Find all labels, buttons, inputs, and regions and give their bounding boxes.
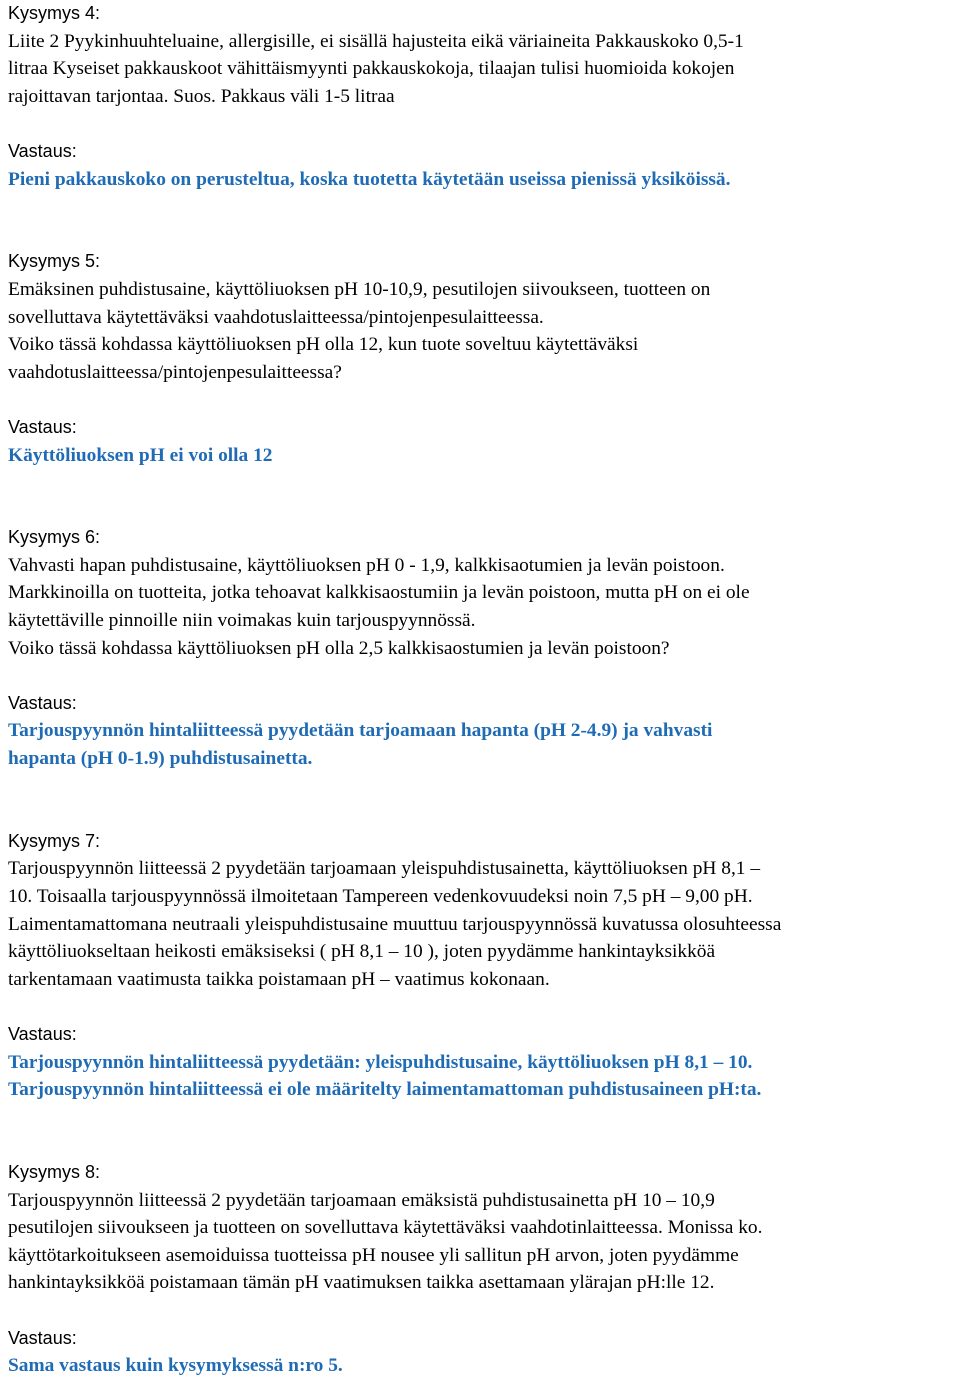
question-text-line: Voiko tässä kohdassa käyttöliuoksen pH olla 12, kun tuote soveltuu käytettäväksi [8,334,639,356]
question-title: Kysymys 6: [8,527,101,548]
document-page [8,0,960,1380]
question-text-line: litraa Kyseiset pakkauskoot vähittäismyynti pakkauskokoja, tilaajan tulisi huomioida kokojen [8,58,735,80]
question-text-line: Vahvasti hapan puhdistusaine, käyttöliuoksen pH 0 - 1,9, kalkkisaotumien ja levän poistoon. [8,554,725,576]
answer-label: Vastaus: [8,140,77,161]
answer-text-line: Pieni pakkauskoko on perusteltua, koska tuotetta käytetään useissa pienissä yksiköissä. [8,168,731,190]
question-title: Kysymys 5: [8,251,101,272]
answer-text-line: Käyttöliuoksen pH ei voi olla 12 [8,444,273,466]
answer-text-line: Tarjouspyynnön hintaliitteessä ei ole määritelty laimentamattoman puhdistusaineen pH:ta. [8,1079,762,1101]
question-text-line: tarkentamaan vaatimusta taikka poistamaan pH – vaatimus kokonaan. [8,968,550,990]
question-text-line: Voiko tässä kohdassa käyttöliuoksen pH olla 2,5 kalkkisaostumien ja levän poistoon? [8,637,670,659]
question-block-6 [8,524,960,772]
question-title: Kysymys 7: [8,830,101,851]
answer-label: Vastaus: [8,692,77,713]
question-text-line: pesutilojen siivoukseen ja tuotteen on sovelluttava käytettäväksi vaahdotinlaitteessa. Monissa ko. [8,1217,763,1239]
question-text-line: Markkinoilla on tuotteita, jotka tehoavat kalkkisaostumiin ja levän poistoon, mutta pH on ei ole [8,582,750,604]
question-title: Kysymys 4: [8,3,101,23]
answer-text-line: Tarjouspyynnön hintaliitteessä pyydetään tarjoamaan hapanta (pH 2-4.9) ja vahvasti [8,720,713,742]
question-text-line: Tarjouspyynnön liitteessä 2 pyydetään tarjoamaan yleispuhdistusainetta, käyttöliuoksen pH 8,1 – [8,858,761,880]
question-text-line: Laimentamattomana neutraali yleispuhdistusaine muuttuu tarjouspyynnössä kuvatussa olosuhteessa [8,913,782,935]
answer-text-line: Sama vastaus kuin kysymyksessä n:ro 5. [8,1355,343,1377]
question-block-7 [8,828,960,1104]
question-text-line: Emäksinen puhdistusaine, käyttöliuoksen pH 10-10,9, pesutilojen siivoukseen, tuotteen on [8,278,711,300]
answer-label: Vastaus: [8,416,77,437]
answer-text-line: Tarjouspyynnön hintaliitteessä pyydetään: yleispuhdistusaine, käyttöliuoksen pH 8,1 – 10. [8,1051,753,1073]
question-text-line: sovelluttava käytettäväksi vaahdotuslaitteessa/pintojenpesulaitteessa. [8,306,544,328]
answer-label: Vastaus: [8,1023,77,1044]
question-block-4 [8,0,960,193]
question-title: Kysymys 8: [8,1161,101,1182]
answer-text-line: hapanta (pH 0-1.9) puhdistusainetta. [8,748,313,770]
question-text-line: 10. Toisaalla tarjouspyynnössä ilmoitetaan Tampereen vedenkovuudeksi noin 7,5 pH – 9,00 pH. [8,886,753,907]
question-text-line: käyttöliuokseltaan heikosti emäksiseksi ( pH 8,1 – 10 ), joten pyydämme hankintayksikköä [8,941,716,963]
question-text-line: Liite 2 Pyykinhuuhteluaine, allergisille, ei sisällä hajusteita eikä väriaineita Pakkauskoko 0,5-1 [8,30,744,52]
question-text-line: Tarjouspyynnön liitteessä 2 pyydetään tarjoamaan emäksistä puhdistusainetta pH 10 – 10,9 [8,1189,715,1211]
question-text-line: rajoittavan tarjontaa. Suos. Pakkaus väli 1-5 litraa [8,85,395,107]
question-block-5 [8,248,960,469]
question-text-line: käyttötarkoitukseen asemoiduissa tuotteissa pH nousee yli sallitun pH arvon, joten pyydämme [8,1244,739,1266]
answer-label: Vastaus: [8,1327,77,1348]
question-text-line: vaahdotuslaitteessa/pintojenpesulaitteessa? [8,361,342,383]
question-block-8 [8,1159,960,1380]
question-text-line: käytettäville pinnoille niin voimakas kuin tarjouspyynnössä. [8,610,476,632]
question-text-line: hankintayksikköä poistamaan tämän pH vaatimuksen taikka asettamaan ylärajan pH:lle 12. [8,1272,715,1294]
